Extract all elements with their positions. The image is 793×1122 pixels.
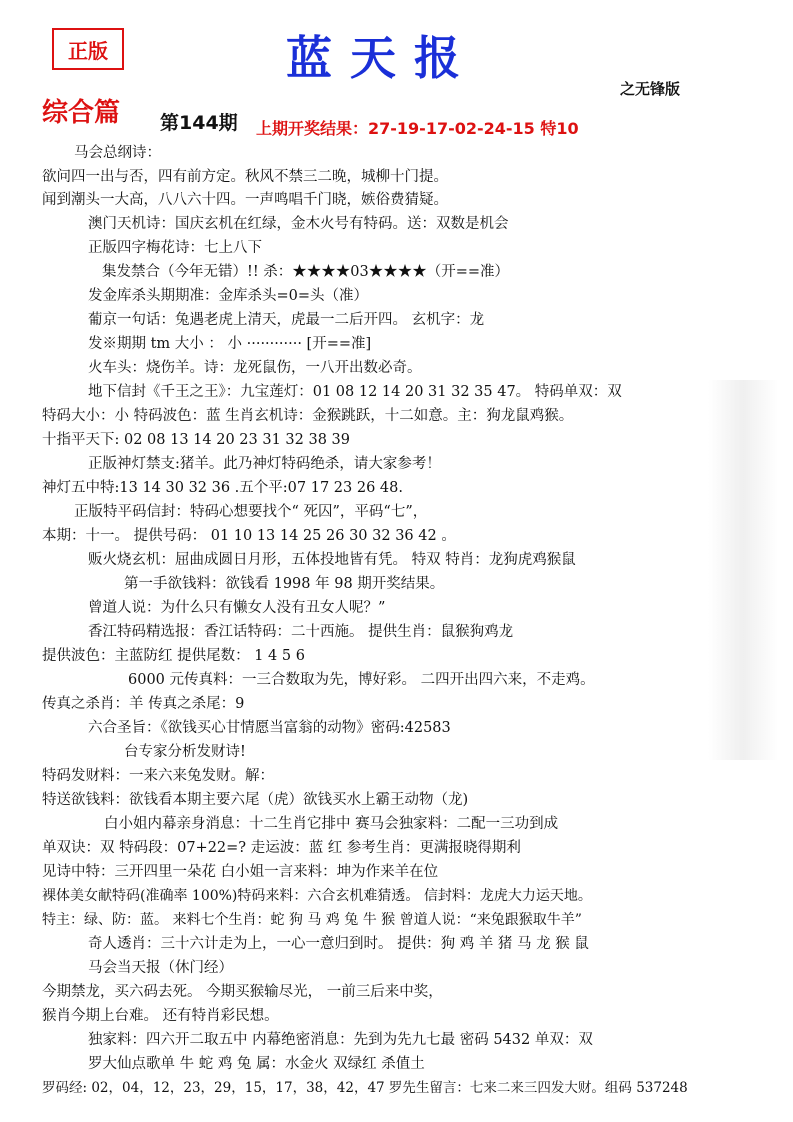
- text-line: 发※期期 tm 大小 ： 小 ············ [开==准]: [88, 336, 372, 352]
- newspaper-title: 蓝天报: [286, 31, 478, 85]
- issue-number: 第144期: [160, 112, 238, 134]
- text-line: 奇人透肖：三十六计走为上，一心一意归到时。 提供：狗 鸡 羊 猪 马 龙 猴 鼠: [88, 936, 589, 952]
- text-line: 欲问四一出与否，四有前方定。秋风不禁三二晚，城柳十门提。: [42, 169, 448, 185]
- text-line: 曾道人说：为什么只有懒女人没有丑女人呢？”: [88, 600, 386, 616]
- text-line: 见诗中特：三开四里一朵花 白小姐一言来料：坤为作来羊在位: [42, 864, 439, 880]
- text-line: 白小姐内幕亲身消息：十二生肖它排中 赛马会独家料：二配一三功到成: [104, 816, 559, 832]
- text-line: 猴肖今期上台难。 还有特肖彩民想。: [42, 1008, 279, 1024]
- text-line: 马会总纲诗：: [74, 145, 161, 161]
- text-line: 集发禁合（今年无错）!! 杀：★★★★03★★★★（开==准）: [102, 264, 510, 280]
- text-line: 十指平天下: 02 08 13 14 20 23 31 32 38 39: [42, 432, 350, 448]
- official-stamp: 正版: [52, 28, 124, 70]
- text-line: 独家料：四六开二取五中 内幕绝密消息：先到为先九七最 密码 5432 单双：双: [88, 1032, 593, 1048]
- text-line: 正版特平码信封：特码心想要找个“ 死囚”，平码“七”，: [74, 504, 428, 520]
- text-line: 葡京一句话：兔遇老虎上清天，虎最一二后开四。 玄机字：龙: [88, 312, 485, 328]
- text-line: 单双诀：双 特码段：07+22=? 走运波：蓝 红 参考生肖：更满报晓得期利: [42, 840, 521, 856]
- text-line: 贩火烧玄机：屈曲成圆日月形，五体投地皆有凭。 特双 特肖：龙狗虎鸡猴鼠: [88, 552, 576, 568]
- text-line: 裸体美女献特码(准确率 100%)特码来料：六合玄机难猜透。 信封料：龙虎大力运天地。: [42, 888, 592, 904]
- watermark-stripe: [708, 380, 778, 760]
- text-line: 六合圣旨：《欲钱买心甘情愿当富翁的动物》密码:42583: [88, 720, 451, 736]
- text-line: 特码大小：小 特码波色：蓝 生肖玄机诗：金猴跳跃，十二如意。主：狗龙鼠鸡猴。: [42, 408, 574, 424]
- edition-label: 之无锋版: [620, 80, 681, 98]
- text-line: 香江特码精选报：香江话特码：二十西施。 提供生肖：鼠猴狗鸡龙: [88, 624, 514, 640]
- text-line: 6000 元传真料：一三合数取为先，博好彩。 二四开出四六来，不走鸡。: [128, 672, 595, 688]
- text-line: 地下信封《千王之王》：九宝莲灯：01 08 12 14 20 31 32 35 47。 特码单双：双: [88, 384, 622, 400]
- text-line: 澳门天机诗：国庆玄机在红绿，金木火号有特码。送：双数是机会: [88, 216, 509, 232]
- text-line: 今期禁龙，买六码去死。 今期买猴输尽光， 一前三后来中奖，: [42, 984, 443, 1000]
- text-line: 马会当天报（休门经）: [88, 960, 233, 976]
- text-line: 特主：绿、防：蓝。 来料七个生肖：蛇 狗 马 鸡 兔 牛 猴 曾道人说：“来兔跟猴取牛羊”: [42, 912, 582, 928]
- text-line: 提供波色：主蓝防红 提供尾数： 1 4 5 6: [42, 648, 305, 664]
- text-line: 发金库杀头期期准：金库杀头=0=头（准）: [88, 288, 369, 304]
- text-line: 特码发财料：一来六来兔发财。解：: [42, 768, 274, 784]
- text-line: 罗码经: 02，04，12，23，29，15，17，38，42，47 罗先生留言：七来二来三四发大财。组码 537248: [42, 1080, 688, 1096]
- text-line: 罗大仙点歌单 牛 蛇 鸡 兔 属：水金火 双绿红 杀值土: [88, 1056, 425, 1072]
- last-draw-result: 上期开奖结果：27-19-17-02-24-15 特10: [256, 119, 579, 138]
- text-line: 传真之杀肖：羊 传真之杀尾：9: [42, 696, 245, 712]
- text-line: 台专家分析发财诗!: [124, 744, 246, 760]
- text-line: 正版神灯禁支:猪羊。此乃神灯特码绝杀，请大家参考！: [88, 456, 441, 472]
- text-line: 火车头：烧伤羊。诗：龙死鼠伤，一八开出数必奇。: [88, 360, 422, 376]
- text-line: 本期：十一。 提供号码： 01 10 13 14 25 26 30 32 36 42 。: [42, 528, 456, 544]
- text-line: 闻到潮头一大高，八八六十四。一声鸣唱千门晓，嫉俗费猜疑。: [42, 192, 448, 208]
- text-line: 第一手欲钱料：欲钱看 1998 年 98 期开奖结果。: [124, 576, 445, 592]
- text-line: 特送欲钱料：欲钱看本期主要六尾（虎）欲钱买水上霸王动物（龙): [42, 792, 469, 808]
- text-line: 神灯五中特:13 14 30 32 36 .五个平:07 17 23 26 48.: [42, 480, 403, 496]
- text-line: 正版四字梅花诗：七上八下: [88, 240, 262, 256]
- section-title: 综合篇: [42, 98, 121, 128]
